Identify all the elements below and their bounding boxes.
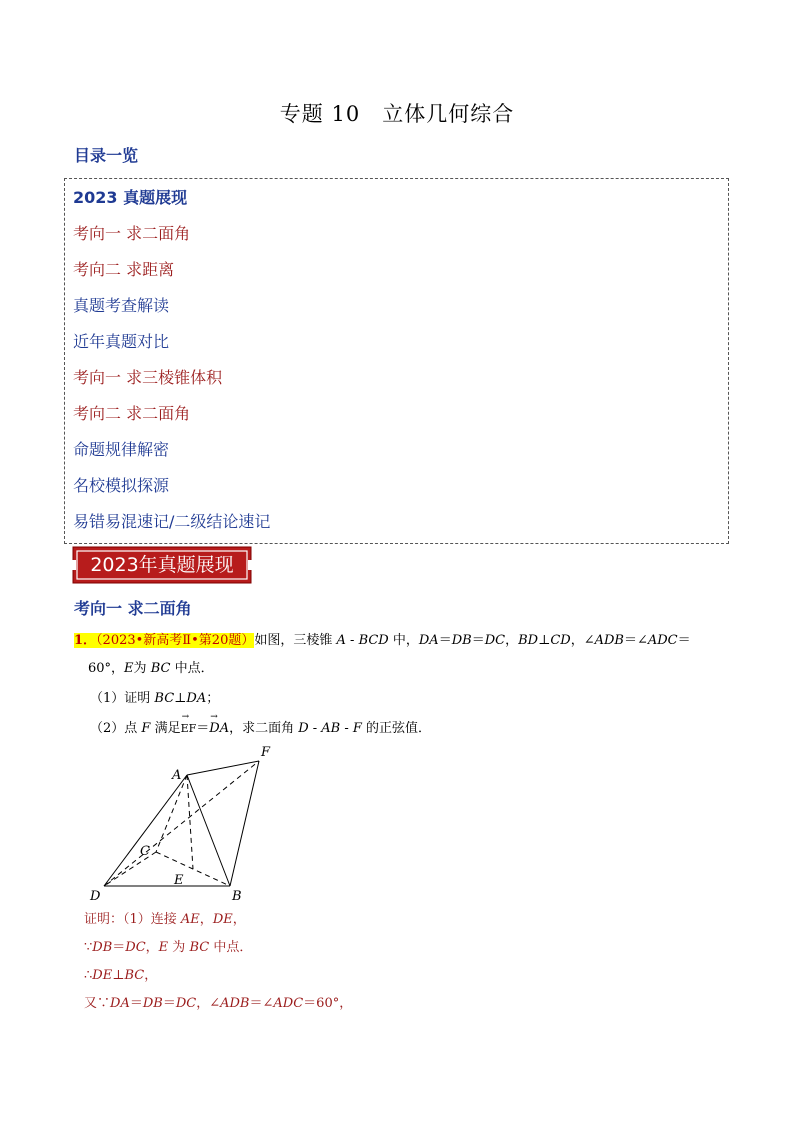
question-2	[90, 712, 432, 736]
vector-ef	[180, 712, 197, 736]
math-var: E	[124, 661, 134, 676]
problem-1	[74, 627, 734, 683]
problem-text: ＝∠	[623, 633, 648, 648]
math-var: BC	[124, 968, 145, 983]
math-var: DA	[418, 633, 439, 648]
vector-label: EF	[180, 722, 197, 735]
point-label-e: E	[174, 873, 184, 888]
question-text: ⊥	[174, 691, 187, 706]
page-title: 专题 10 立体几何综合	[279, 102, 515, 126]
problem-text: ⊥	[538, 633, 551, 648]
solution-line-2	[84, 936, 252, 955]
point-label-c: C	[140, 844, 150, 859]
vector-label: DA	[209, 721, 230, 736]
edge-da	[104, 775, 187, 886]
problem-source: （2023•新高考Ⅱ•第20题）	[96, 633, 255, 648]
solution-text: 又∵	[84, 996, 111, 1011]
math-var: BC	[150, 661, 171, 676]
math-var: ADC	[647, 633, 678, 648]
solution-text: ，	[199, 912, 213, 927]
math-var: DB	[451, 633, 472, 648]
math-var: BC	[154, 691, 175, 706]
toc-heading: 目录一览	[74, 146, 139, 165]
solution-text: ＝60°，	[303, 996, 353, 1011]
math-var: BCD	[358, 633, 389, 648]
problem-text: ＝	[677, 633, 691, 648]
question-text: （1）证明	[90, 691, 155, 706]
vector-arrow-icon: →	[210, 712, 218, 722]
point-label-b: B	[232, 889, 242, 904]
toc-item-direction-1-dihedral[interactable]: 考向一 求二面角	[73, 224, 191, 243]
toc-item-recent-compare[interactable]: 近年真题对比	[73, 332, 170, 351]
problem-line-1	[74, 627, 734, 655]
math-var: F	[141, 721, 151, 736]
solution-line-4	[84, 992, 352, 1011]
solution-text: ，	[144, 968, 158, 983]
solution-text: ＝	[129, 996, 143, 1011]
problem-text: ，	[505, 633, 519, 648]
math-var: AE	[180, 912, 200, 927]
problem-text: ，∠	[570, 633, 595, 648]
edge-df	[104, 761, 259, 886]
question-text: 的正弦值．	[361, 721, 432, 736]
solution-text: ＝	[112, 940, 126, 955]
section-heading: 考向一 求二面角	[74, 599, 192, 618]
toc-item-direction-2-dihedral[interactable]: 考向二 求二面角	[73, 404, 191, 423]
solution-text: ⊥	[112, 968, 125, 983]
math-var: D - AB - F	[298, 721, 362, 736]
toc-item-exam-analysis[interactable]: 真题考查解读	[73, 296, 170, 315]
point-label-a: A	[172, 768, 182, 783]
point-label-f: F	[261, 745, 271, 760]
edge-af	[187, 761, 259, 775]
solution-text: ∴	[84, 968, 93, 983]
edge-ab	[187, 775, 230, 886]
edge-fb	[230, 761, 259, 886]
problem-text: ＝	[438, 633, 452, 648]
math-var: ADC	[273, 996, 304, 1011]
math-var: CD	[550, 633, 571, 648]
toc-item-patterns[interactable]: 命题规律解密	[73, 440, 170, 459]
geometry-diagram	[84, 740, 284, 910]
math-var: DC	[175, 996, 197, 1011]
solution-line-1	[84, 908, 246, 927]
solution-text: ∵	[84, 940, 93, 955]
question-text: ＝	[196, 721, 210, 736]
question-text: 满足	[150, 721, 181, 736]
math-var: A	[336, 633, 346, 648]
solution-line-3	[84, 964, 157, 983]
math-var: BD	[518, 633, 539, 648]
solution-text: ＝	[162, 996, 176, 1011]
pyramid-figure	[84, 740, 284, 910]
section-banner	[72, 546, 252, 584]
vector-da	[209, 712, 230, 736]
math-var: E	[158, 940, 169, 955]
math-var: DA	[110, 996, 130, 1011]
math-var: DB	[92, 940, 113, 955]
toc-item-direction-2-distance[interactable]: 考向二 求距离	[73, 260, 175, 279]
solution-text: ＝∠	[249, 996, 274, 1011]
question-text: （2）点	[90, 721, 142, 736]
solution-text: ，	[145, 940, 159, 955]
problem-text: 60°，	[88, 661, 125, 676]
math-var: DA	[186, 691, 207, 706]
banner-text: 2023年真题展现	[90, 554, 234, 576]
math-var: ADB	[220, 996, 250, 1011]
solution-text: 中点．	[209, 940, 253, 955]
solution-text: 为	[168, 940, 190, 955]
problem-text: -	[345, 633, 359, 648]
toc-box	[64, 178, 729, 544]
problem-text: 中，	[388, 633, 419, 648]
problem-number: 1．	[74, 633, 97, 648]
math-var: DB	[142, 996, 163, 1011]
solution-text: ，	[232, 912, 246, 927]
math-var: DC	[484, 633, 506, 648]
vector-arrow-icon: →	[181, 712, 190, 722]
toc-item-direction-1-volume[interactable]: 考向一 求三棱锥体积	[73, 368, 223, 387]
problem-text: ＝	[471, 633, 485, 648]
solution-text: 证明：（1）连接	[84, 912, 181, 927]
solution-text: ，∠	[196, 996, 221, 1011]
math-var: DC	[125, 940, 146, 955]
question-text: ，求二面角	[229, 721, 299, 736]
math-var: BC	[189, 940, 210, 955]
math-var: ADB	[594, 633, 624, 648]
toc-item-quick-notes[interactable]: 易错易混速记/二级结论速记	[73, 512, 271, 531]
problem-text: 中点．	[170, 661, 214, 676]
math-var: DE	[92, 968, 113, 983]
question-text: ；	[206, 691, 220, 706]
problem-text: 如图，三棱锥	[254, 633, 337, 648]
math-var: DE	[212, 912, 233, 927]
problem-line-2	[74, 655, 734, 683]
problem-text: 为	[133, 661, 151, 676]
point-label-d: D	[90, 889, 101, 904]
question-1	[90, 687, 219, 706]
toc-item-2023[interactable]: 2023 真题展现	[73, 188, 188, 207]
toc-item-mock-source[interactable]: 名校模拟探源	[73, 476, 170, 495]
